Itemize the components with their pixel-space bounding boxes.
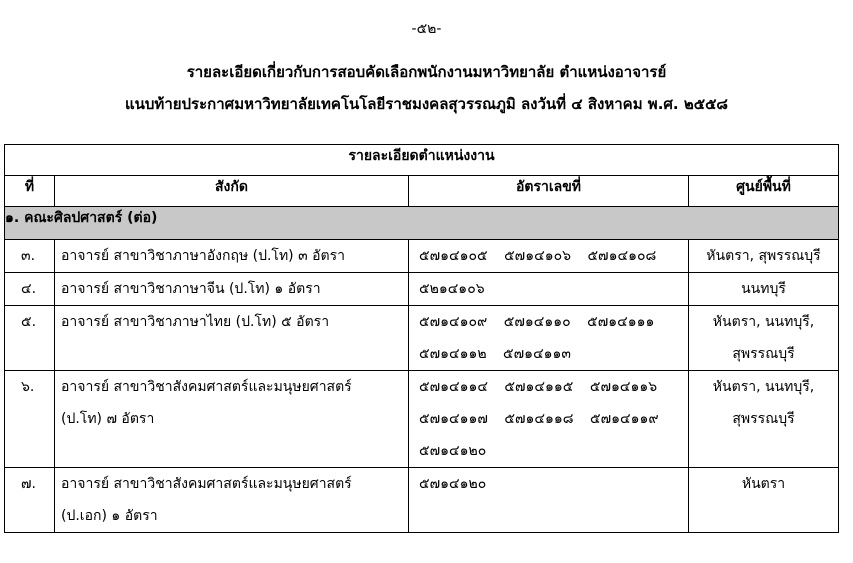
row-codes — [409, 371, 689, 468]
code-line: ๕๗๑๔๑๐๕ ๕๗๑๔๑๐๖ ๕๗๑๔๑๐๘ — [419, 248, 657, 264]
code-line: ๕๗๑๔๑๑๗ ๕๗๑๔๑๑๘ ๕๗๑๔๑๑๙ — [419, 411, 659, 427]
unit-line: อาจารย์ สาขาวิชาภาษาอังกฤษ (ป.โท) ๓ อัตรา — [61, 248, 345, 264]
unit-line: อาจารย์ สาขาวิชาสังคมศาสตร์และมนุษยศาสตร์ — [61, 476, 352, 492]
area-line: หันตรา, นนทบุรี, — [712, 314, 815, 330]
area-line: หันตรา — [741, 476, 786, 492]
row-number: ๓. — [5, 240, 55, 273]
table-row — [5, 371, 839, 468]
row-codes — [409, 306, 689, 371]
section-heading: ๑. คณะศิลปศาสตร์ (ต่อ) — [5, 207, 839, 240]
area-line: หันตรา, สุพรรณบุรี — [706, 248, 821, 264]
table-main-header: รายละเอียดตำแหน่งงาน — [5, 145, 839, 176]
row-unit — [55, 468, 409, 533]
row-area — [689, 240, 839, 273]
code-line: ๕๗๑๔๑๒๐ — [419, 443, 487, 459]
row-unit — [55, 306, 409, 371]
row-area — [689, 468, 839, 533]
column-header-codes: อัตราเลขที่ — [409, 176, 689, 207]
row-area — [689, 273, 839, 306]
page-number: -๕๒- — [411, 21, 442, 37]
document-subtitle: แนบท้ายประกาศมหาวิทยาลัยเทคโนโลยีราชมงคลสุวรรณภูมิ ลงวันที่ ๔ สิงหาคม พ.ศ. ๒๕๕๘ — [124, 95, 728, 113]
document-title: รายละเอียดเกี่ยวกับการสอบคัดเลือกพนักงานมหาวิทยาลัย ตำแหน่งอาจารย์ — [186, 63, 667, 81]
table-row — [5, 306, 839, 371]
column-header-area: ศูนย์พื้นที่ — [689, 176, 839, 207]
column-header-no: ที่ — [5, 176, 55, 207]
table-row — [5, 240, 839, 273]
position-detail-table — [4, 144, 839, 533]
area-line: สุพรรณบุรี — [732, 346, 795, 362]
row-number: ๔. — [5, 273, 55, 306]
row-area — [689, 371, 839, 468]
code-line: ๕๗๑๔๑๑๒ ๕๗๑๔๑๑๓ — [419, 346, 572, 362]
row-codes — [409, 468, 689, 533]
table-row — [5, 468, 839, 533]
row-number: ๗. — [5, 468, 55, 533]
code-line: ๕๒๑๔๑๐๖ — [419, 281, 485, 297]
area-line: นนทบุรี — [741, 281, 786, 297]
row-number: ๖. — [5, 371, 55, 468]
column-header-unit: สังกัด — [55, 176, 409, 207]
row-unit — [55, 240, 409, 273]
row-number: ๕. — [5, 306, 55, 371]
area-line: หันตรา, นนทบุรี, — [712, 379, 815, 395]
unit-line: อาจารย์ สาขาวิชาสังคมศาสตร์และมนุษยศาสตร์ — [61, 379, 352, 395]
unit-line: อาจารย์ สาขาวิชาภาษาไทย (ป.โท) ๕ อัตรา — [61, 314, 330, 330]
unit-line: อาจารย์ สาขาวิชาภาษาจีน (ป.โท) ๑ อัตรา — [61, 281, 321, 297]
area-line: สุพรรณบุรี — [732, 411, 795, 427]
row-codes — [409, 240, 689, 273]
row-codes — [409, 273, 689, 306]
code-line: ๕๗๑๔๑๒๐ — [419, 476, 487, 492]
row-unit — [55, 273, 409, 306]
table-row — [5, 273, 839, 306]
unit-line: (ป.โท) ๗ อัตรา — [61, 411, 155, 427]
code-line: ๕๗๑๔๑๐๙ ๕๗๑๔๑๑๐ ๕๗๑๔๑๑๑ — [419, 314, 655, 330]
code-line: ๕๗๑๔๑๑๔ ๕๗๑๔๑๑๕ ๕๗๑๔๑๑๖ — [419, 379, 658, 395]
row-area — [689, 306, 839, 371]
unit-line: (ป.เอก) ๑ อัตรา — [61, 508, 158, 524]
row-unit — [55, 371, 409, 468]
